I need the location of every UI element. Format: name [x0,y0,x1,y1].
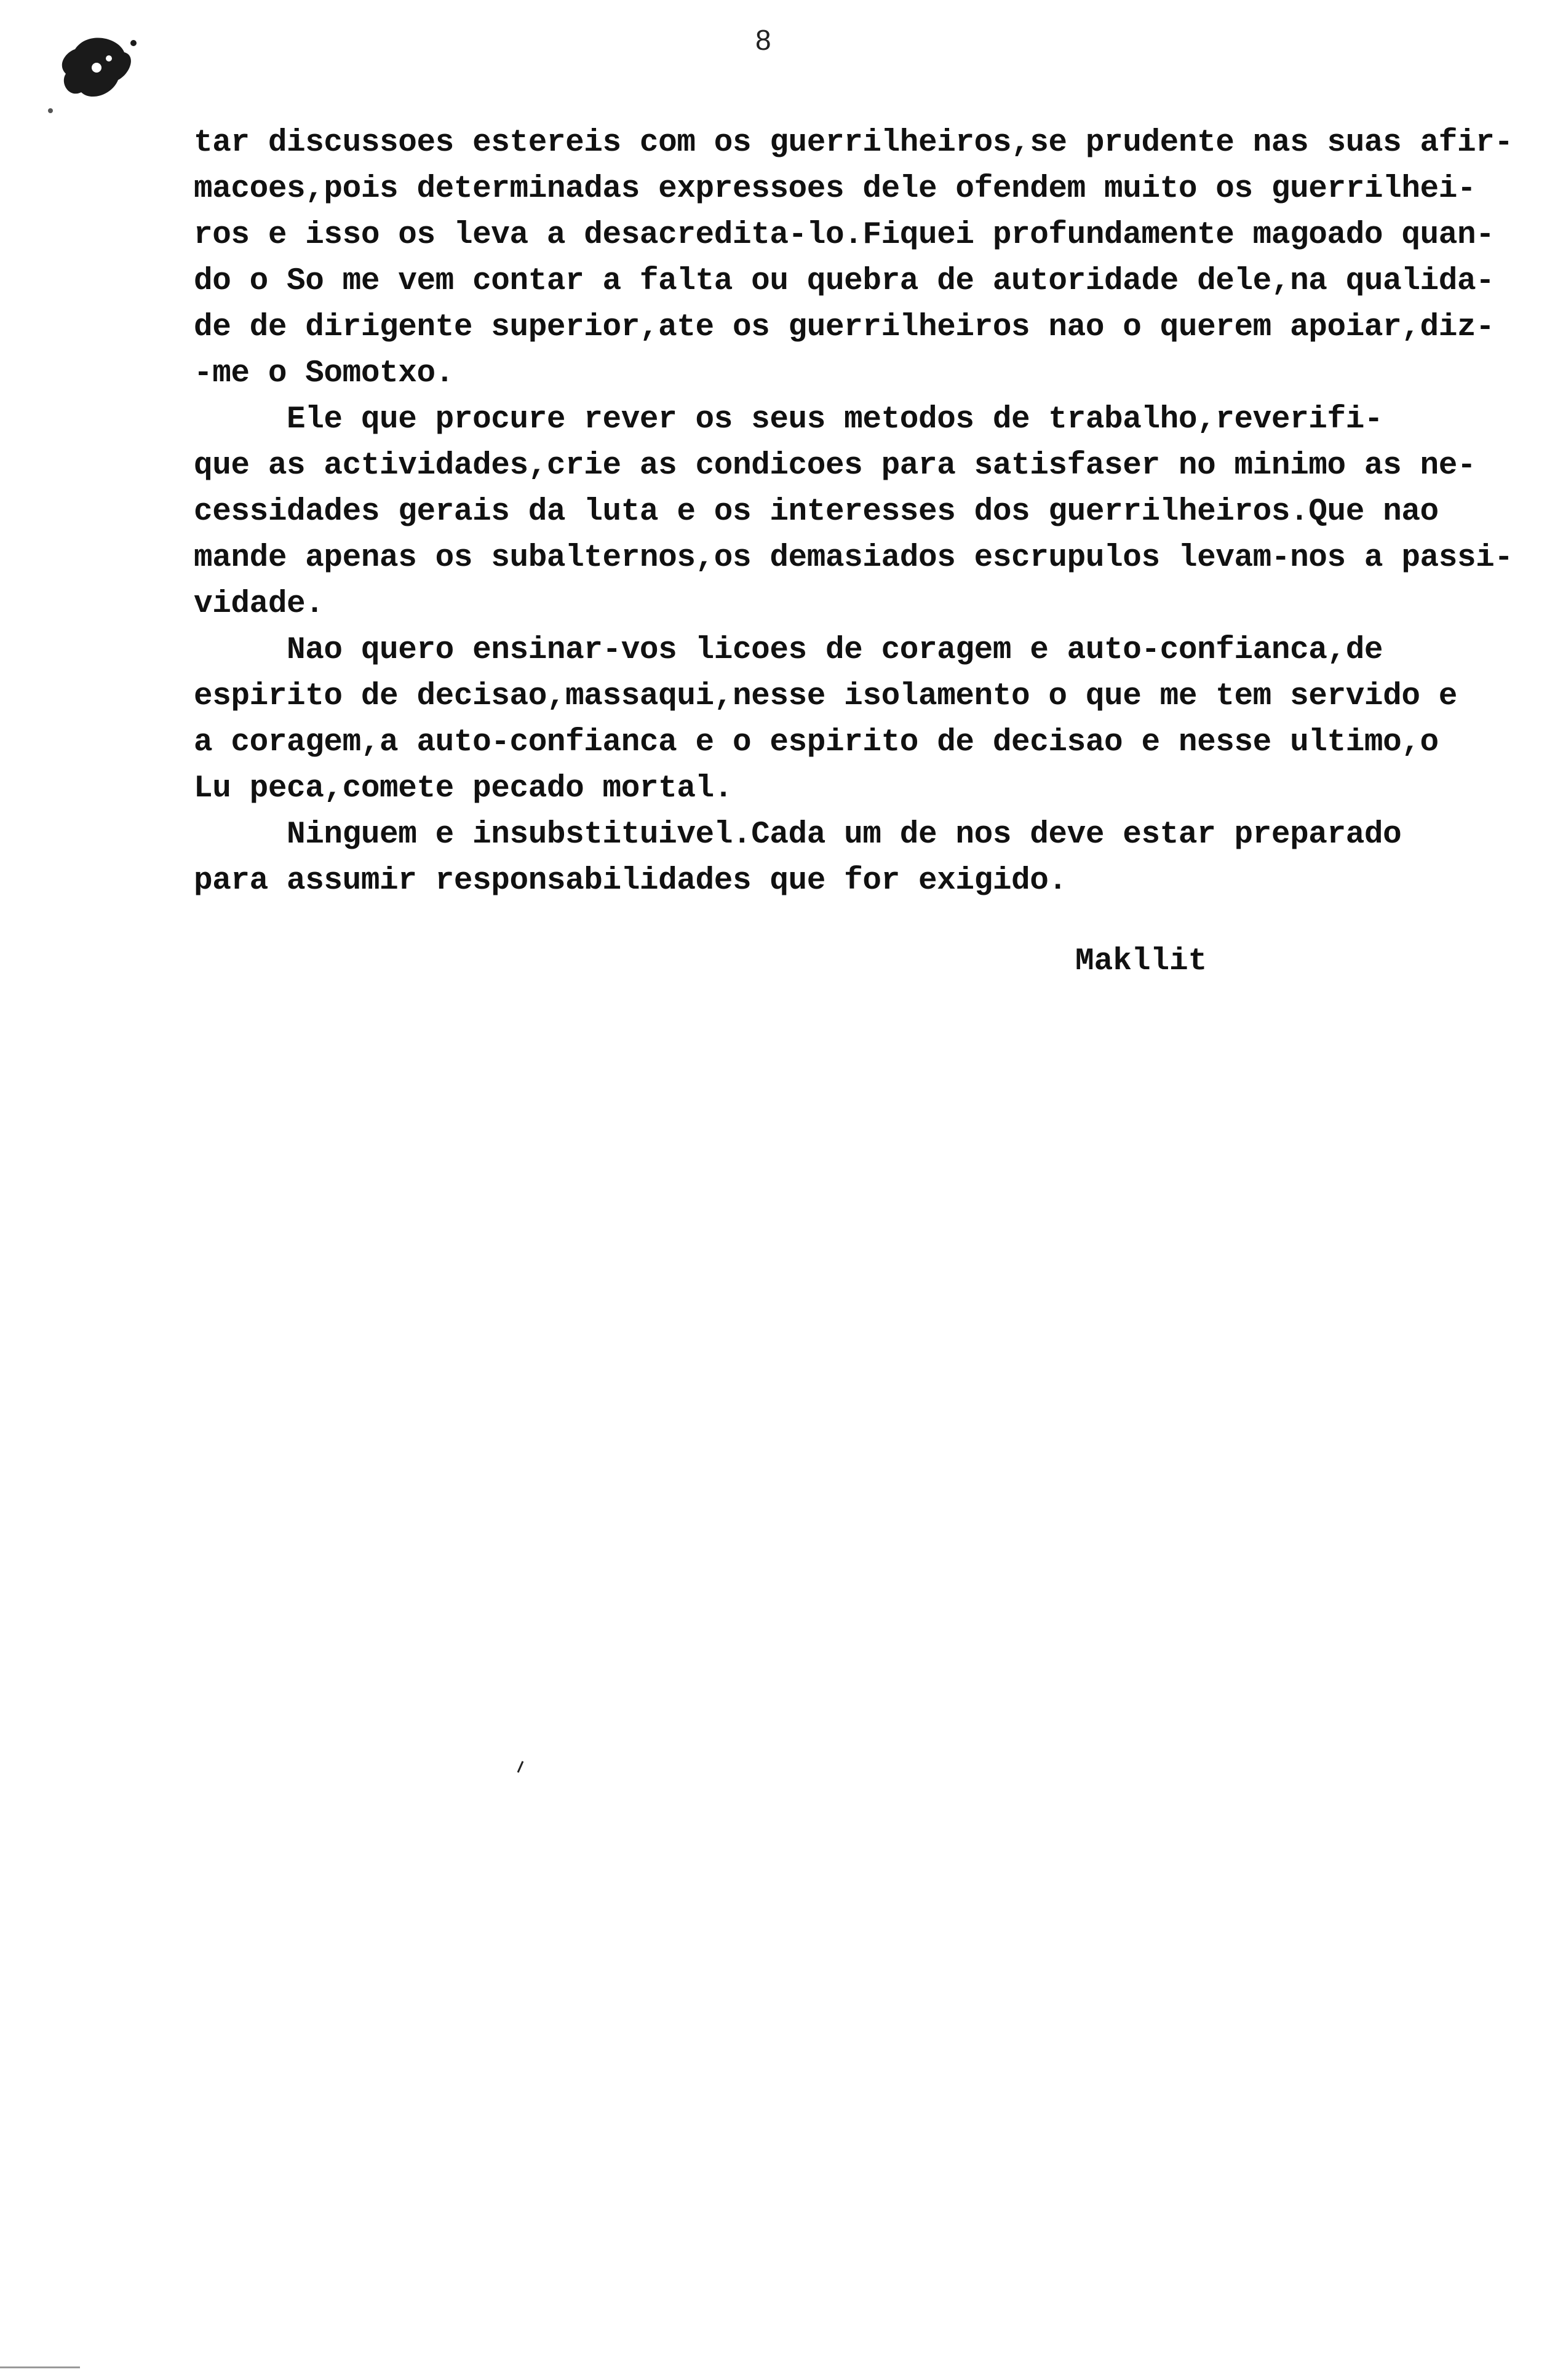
text-line: cessidades gerais da luta e os interesses dos guerrilheiros.Que nao [194,494,1439,530]
text-line: do o So me vem contar a falta ou quebra de autoridade dele,na qualida- [194,264,1495,299]
text-line: Nao quero ensinar-vos licoes de coragem e auto-confianca,de [194,633,1383,668]
text-line: -me o Somotxo. [194,356,454,391]
text-line: mande apenas os subalternos,os demasiados escrupulos levam-nos a passi- [194,541,1513,576]
text-line: espirito de decisao,massaqui,nesse isolamento o que me tem servido e [194,679,1457,714]
text-line: vidade. [194,587,324,622]
text-line: Lu peca,comete pecado mortal. [194,771,733,806]
letter-body [194,120,1553,904]
ink-blot-icon [32,25,149,117]
text-line: macoes,pois determinadas expressoes dele ofendem muito os guerrilhei- [194,172,1476,207]
text-line: Ele que procure rever os seus metodos de trabalho,reverifi- [194,402,1383,437]
text-line: ros e isso os leva a desacredita-lo.Fiquei profundamente magoado quan- [194,218,1495,253]
text-line: de de dirigente superior,ate os guerrilheiros nao o querem apoiar,diz- [194,310,1495,345]
text-line: Ninguem e insubstituivel.Cada um de nos deve estar preparado [194,817,1402,852]
text-line: para assumir responsabilidades que for exigido. [194,863,1067,898]
text-line: tar discussoes estereis com os guerrilheiros,se prudente nas suas afir- [194,125,1513,161]
text-line: a coragem,a auto-confianca e o espirito de decisao e nesse ultimo,o [194,725,1439,760]
page-number: 8 [755,24,771,56]
signature: Makllit [1075,944,1207,979]
ink-speck-icon [515,1760,525,1774]
scan-edge-mark [0,2366,80,2368]
text-line: que as actividades,crie as condicoes para satisfaser no minimo as ne- [194,448,1476,483]
